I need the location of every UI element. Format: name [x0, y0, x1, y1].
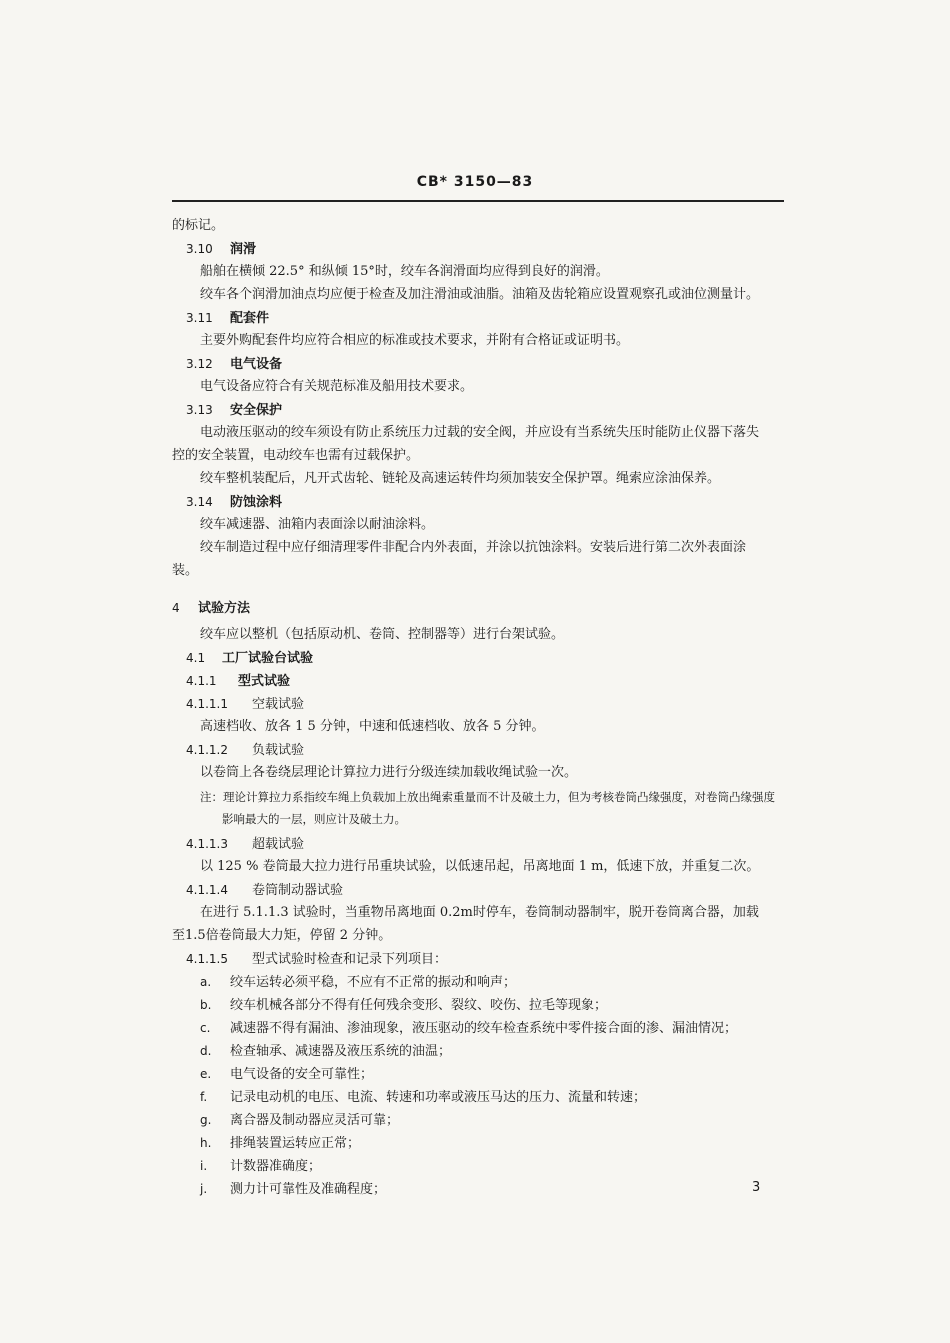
section-title: 安全保护 — [230, 403, 283, 418]
list-item: j. 测力计可靠性及准确程度； — [200, 1182, 387, 1197]
paragraph: 装。 — [172, 563, 199, 578]
section-number: 4 — [172, 601, 180, 615]
section-number: 4.1.1.5 — [186, 952, 228, 966]
paragraph: 绞车各个润滑加油点均应便于检查及加注滑油或油脂。油箱及齿轮箱应设置观察孔或油位测量计。 — [200, 287, 760, 302]
section-title: 配套件 — [230, 311, 270, 326]
section-title: 润滑 — [230, 242, 257, 257]
list-item: g. 离合器及制动器应灵活可靠； — [200, 1113, 400, 1128]
section-title: 防蚀涂料 — [230, 495, 283, 510]
continuation-text: 的标记。 — [172, 218, 225, 233]
paragraph: 高速档收、放各 1 5 分钟，中速和低速档收、放各 5 分钟。 — [200, 719, 545, 734]
paragraph: 绞车应以整机（包括原动机、卷筒、控制器等）进行台架试验。 — [200, 627, 565, 642]
section-number: 3.10 — [186, 242, 213, 256]
paragraph: 电气设备应符合有关规范标准及船用技术要求。 — [200, 379, 474, 394]
section-title: 负载试验 — [252, 743, 305, 758]
section-title: 超载试验 — [252, 837, 305, 852]
section-number: 3.12 — [186, 357, 213, 371]
page-number: 3 — [752, 1180, 761, 1195]
section-4-1-1-1-heading — [186, 696, 304, 713]
header-rule — [172, 200, 784, 202]
section-4-1-1-5-heading — [186, 951, 447, 968]
section-title: 电气设备 — [230, 357, 283, 372]
paragraph: 至1.5倍卷筒最大力矩，停留 2 分钟。 — [172, 928, 392, 943]
paragraph: 控的安全装置，电动绞车也需有过载保护。 — [172, 448, 420, 463]
section-3-11-heading — [186, 310, 269, 327]
section-number: 4.1.1.1 — [186, 697, 228, 711]
list-item: d. 检查轴承、减速器及液压系统的油温； — [200, 1044, 452, 1059]
section-4-1-1-3-heading — [186, 836, 304, 853]
paragraph: 船舶在横倾 22.5° 和纵倾 15°时，绞车各润滑面均应得到良好的润滑。 — [200, 264, 609, 279]
section-title: 型式试验 — [238, 674, 291, 689]
section-number: 4.1.1.3 — [186, 837, 228, 851]
list-item: i. 计数器准确度； — [200, 1159, 322, 1174]
paragraph: 绞车减速器、油箱内表面涂以耐油涂料。 — [200, 517, 435, 532]
note: 影响最大的一层，则应计及破土力。 — [222, 812, 406, 826]
paragraph: 在进行 5.1.1.3 试验时，当重物吊离地面 0.2m时停车，卷筒制动器制牢，脱开卷筒离合器，加载 — [200, 905, 759, 920]
section-number: 4.1.1 — [186, 674, 217, 688]
page-header: CB* 3150—83 — [416, 174, 534, 190]
section-title: 试验方法 — [198, 601, 251, 616]
section-4-heading — [172, 600, 250, 617]
list-item: e. 电气设备的安全可靠性； — [200, 1067, 374, 1082]
section-number: 3.13 — [186, 403, 213, 417]
list-item: f. 记录电动机的电压、电流、转速和功率或液压马达的压力、流量和转速； — [200, 1090, 647, 1105]
section-4-1-1-4-heading — [186, 882, 343, 899]
section-3-10-heading — [186, 241, 256, 258]
section-number: 4.1 — [186, 651, 206, 665]
list-item: c. 减速器不得有漏油、渗油现象，液压驱动的绞车检查系统中零件接合面的渗、漏油情况； — [200, 1021, 738, 1036]
section-3-12-heading — [186, 356, 282, 373]
section-3-13-heading — [186, 402, 282, 419]
paragraph: 主要外购配套件均应符合相应的标准或技术要求，并附有合格证或证明书。 — [200, 333, 630, 348]
section-title: 空载试验 — [252, 697, 305, 712]
section-title: 型式试验时检查和记录下列项目： — [252, 952, 448, 967]
section-3-14-heading — [186, 494, 282, 511]
list-item: a. 绞车运转必须平稳，不应有不正常的振动和响声； — [200, 975, 517, 990]
paragraph: 绞车整机装配后，凡开式齿轮、链轮及高速运转件均须加装安全保护罩。绳索应涂油保养。 — [200, 471, 721, 486]
section-4-1-heading — [186, 650, 313, 667]
section-number: 3.14 — [186, 495, 213, 509]
section-4-1-1-heading — [186, 673, 290, 690]
section-title: 工厂试验台试验 — [222, 651, 314, 666]
section-number: 3.11 — [186, 311, 213, 325]
note: 注：理论计算拉力系指绞车绳上负载加上放出绳索重量而不计及破土力，但为考核卷筒凸缘强度，对卷筒凸缘强度 — [200, 790, 775, 804]
paragraph: 以卷筒上各卷绕层理论计算拉力进行分级连续加载收绳试验一次。 — [200, 765, 578, 780]
list-item: b. 绞车机械各部分不得有任何残余变形、裂纹、咬伤、拉毛等现象； — [200, 998, 608, 1013]
section-4-1-1-2-heading — [186, 742, 304, 759]
section-number: 4.1.1.4 — [186, 883, 228, 897]
section-title: 卷筒制动器试验 — [252, 883, 344, 898]
paragraph: 绞车制造过程中应仔细清理零件非配合内外表面，并涂以抗蚀涂料。安装后进行第二次外表面涂 — [200, 540, 747, 555]
section-number: 4.1.1.2 — [186, 743, 228, 757]
paragraph: 以 125 % 卷筒最大拉力进行吊重块试验，以低速吊起，吊离地面 1 m，低速下放，并重复二次。 — [200, 859, 760, 874]
paragraph: 电动液压驱动的绞车须设有防止系统压力过载的安全阀，并应设有当系统失压时能防止仪器下落失 — [200, 425, 760, 440]
list-item: h. 排绳装置运转应正常； — [200, 1136, 361, 1151]
